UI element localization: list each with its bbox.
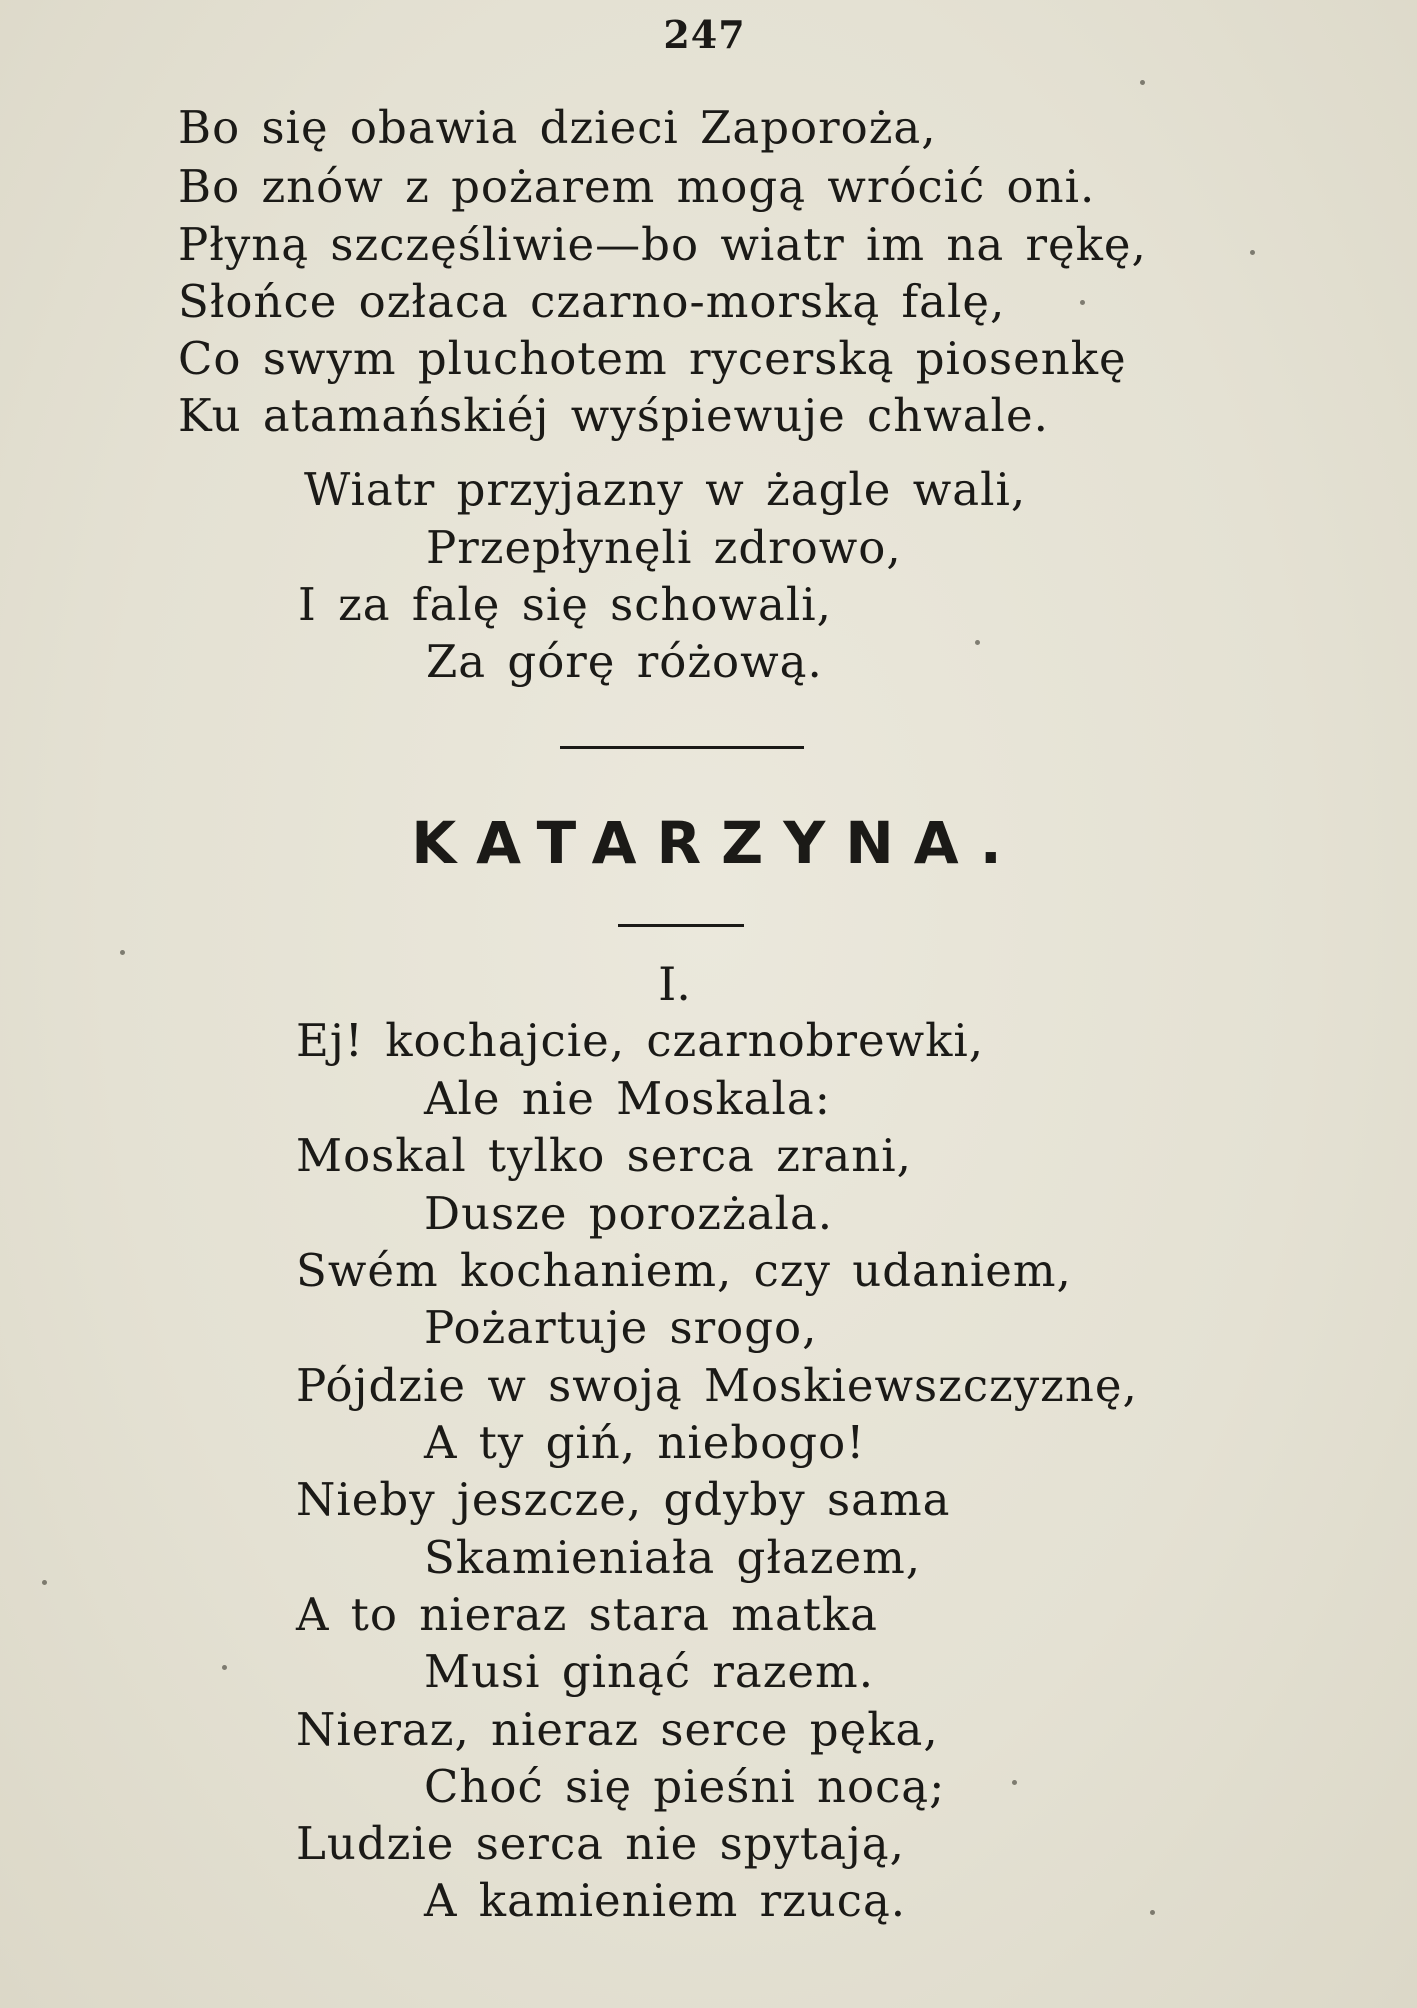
verse-line: A ty giń, niebogo!	[424, 1416, 866, 1469]
verse-line: Ku atamańskiéj wyśpiewuje chwale.	[178, 389, 1049, 442]
verse-line: Co swym pluchotem rycerską piosenkę	[178, 332, 1127, 385]
paper-speck	[1012, 1780, 1017, 1785]
poem-title-text: KATARZYNA.	[411, 809, 1022, 877]
verse-line: Dusze porozżala.	[424, 1187, 834, 1240]
paper-speck	[1140, 80, 1145, 85]
section-number	[0, 956, 1417, 1012]
verse-line: Bo się obawia dzieci Zaporoża,	[178, 101, 937, 154]
section-divider	[560, 746, 804, 749]
verse-line: Swém kochaniem, czy udaniem,	[296, 1244, 1072, 1297]
verse-line: Słońce ozłaca czarno-morską falę,	[178, 275, 1006, 328]
paper-speck	[975, 640, 980, 645]
paper-speck	[1250, 250, 1255, 255]
verse-line: A kamieniem rzucą.	[424, 1874, 907, 1927]
title-underline	[618, 924, 744, 927]
verse-line: Ale nie Moskala:	[424, 1072, 831, 1125]
verse-line: Pożartuje srogo,	[424, 1301, 818, 1354]
verse-line: Przepłynęli zdrowo,	[426, 521, 902, 574]
verse-line: Musi ginąć razem.	[424, 1645, 875, 1698]
verse-line: Ludzie serca nie spytają,	[296, 1817, 905, 1870]
verse-line: Choć się pieśni nocą;	[424, 1760, 946, 1813]
verse-line: A to nieraz stara matka	[296, 1588, 878, 1641]
page-number	[0, 12, 1417, 57]
poem-title	[0, 808, 1417, 878]
paper-speck	[1080, 300, 1085, 305]
verse-line: Za górę różową.	[426, 635, 823, 688]
paper-speck	[42, 1580, 47, 1585]
verse-line: Nieby jeszcze, gdyby sama	[296, 1473, 951, 1526]
paper-speck	[120, 950, 125, 955]
verse-line: Płyną szczęśliwie—bo wiatr im na rękę,	[178, 218, 1147, 271]
verse-line: Bo znów z pożarem mogą wrócić oni.	[178, 160, 1096, 213]
verse-line: Moskal tylko serca zrani,	[296, 1129, 912, 1182]
page-number-text: 247	[663, 12, 746, 57]
verse-line: Pójdzie w swoją Moskiewszczyznę,	[296, 1359, 1138, 1412]
verse-line: Nieraz, nieraz serce pęka,	[296, 1703, 939, 1756]
verse-line: I za falę się schowali,	[298, 578, 832, 631]
verse-line: Ej! kochajcie, czarnobrewki,	[296, 1014, 985, 1067]
verse-line: Skamieniała głazem,	[424, 1531, 922, 1584]
paper-speck	[222, 1665, 227, 1670]
section-number-text: I.	[658, 957, 691, 1011]
paper-speck	[1150, 1910, 1155, 1915]
verse-line: Wiatr przyjazny w żagle wali,	[304, 463, 1027, 516]
